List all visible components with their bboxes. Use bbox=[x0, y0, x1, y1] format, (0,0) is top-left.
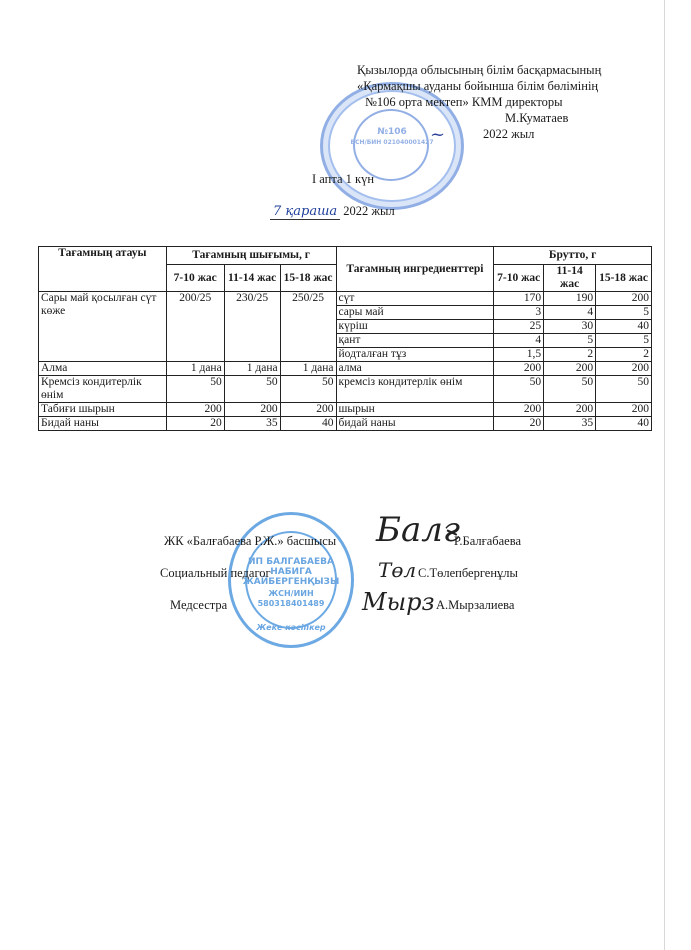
col-ingredients: Тағамның ингредиенттері bbox=[336, 247, 494, 292]
brutto-cell: 30 bbox=[544, 320, 596, 334]
signer-2-signature: Төл bbox=[378, 558, 417, 582]
ip-stamp-line5: 580318401489 bbox=[257, 599, 325, 608]
signer-2-role: Социальный педагог bbox=[160, 566, 271, 580]
ip-stamp-line6: Жеке кәсіпкер bbox=[256, 623, 326, 632]
yield-cell: 50 bbox=[224, 376, 280, 403]
brutto-cell: 190 bbox=[544, 292, 596, 306]
ip-stamp-line3: ЖАЙБЕРГЕНҚЫЗЫ bbox=[242, 577, 340, 587]
age-header: 7-10 жас bbox=[494, 265, 544, 292]
menu-date bbox=[270, 204, 395, 219]
dish-name: Сары май қосылған сүт көже bbox=[39, 292, 167, 362]
yield-cell: 50 bbox=[280, 376, 336, 403]
brutto-cell: 200 bbox=[596, 292, 652, 306]
brutto-cell: 50 bbox=[544, 376, 596, 403]
age-header: 15-18 жас bbox=[280, 265, 336, 292]
yield-cell: 1 дана bbox=[166, 362, 224, 376]
age-header: 11-14 жас bbox=[224, 265, 280, 292]
signer-1-signature: Балғ bbox=[376, 510, 461, 550]
page-edge bbox=[664, 0, 665, 950]
header-line3: №106 орта мектеп» КММ директоры bbox=[365, 95, 563, 109]
signer-3-role: Медсестра bbox=[170, 598, 228, 612]
header-date: 2022 жыл bbox=[483, 127, 535, 141]
brutto-cell: 200 bbox=[596, 362, 652, 376]
ingredient-name: кремсіз кондитерлік өнім bbox=[336, 376, 494, 403]
ip-stamp-line1: ИП БАЛГАБАЕВА bbox=[248, 557, 334, 567]
menu-date-year: 2022 жыл bbox=[343, 204, 395, 218]
brutto-cell: 20 bbox=[494, 417, 544, 431]
menu-date-handwritten: 7 қараша bbox=[270, 204, 340, 220]
brutto-cell: 50 bbox=[494, 376, 544, 403]
week-day: I апта 1 күн bbox=[312, 172, 375, 186]
age-header: 11-14 жас bbox=[544, 265, 596, 292]
brutto-cell: 2 bbox=[596, 348, 652, 362]
dish-name: Кремсіз кондитерлік өнім bbox=[39, 376, 167, 403]
brutto-cell: 50 bbox=[596, 376, 652, 403]
ingredient-name: сары май bbox=[336, 306, 494, 320]
header-line1: Қызылорда облысының білім басқармасының bbox=[357, 63, 602, 77]
brutto-cell: 200 bbox=[494, 362, 544, 376]
col-brutto: Брутто, г bbox=[494, 247, 652, 265]
brutto-cell: 40 bbox=[596, 320, 652, 334]
table-row bbox=[39, 362, 652, 376]
brutto-cell: 5 bbox=[596, 306, 652, 320]
brutto-cell: 5 bbox=[544, 334, 596, 348]
brutto-cell: 40 bbox=[596, 417, 652, 431]
signer-1-name: Р.Балғабаева bbox=[454, 534, 522, 548]
yield-cell: 1 дана bbox=[224, 362, 280, 376]
yield-cell: 35 bbox=[224, 417, 280, 431]
brutto-cell: 25 bbox=[494, 320, 544, 334]
signer-3-signature: Мырз bbox=[362, 588, 435, 616]
ingredient-name: бидай наны bbox=[336, 417, 494, 431]
ip-stamp-line4: ЖСН/ИИН bbox=[268, 589, 314, 598]
brutto-cell: 200 bbox=[596, 403, 652, 417]
signer-2-name: С.Төлепбергенұлы bbox=[418, 566, 518, 580]
table-row bbox=[39, 376, 652, 403]
col-dish: Тағамның атауы bbox=[39, 247, 167, 292]
brutto-cell: 200 bbox=[494, 403, 544, 417]
brutto-cell: 4 bbox=[544, 306, 596, 320]
stamp-bin: БСН/БИН 021040001427 bbox=[350, 139, 434, 146]
ingredient-name: сүт bbox=[336, 292, 494, 306]
approval-header bbox=[357, 62, 601, 142]
signer-3-name: А.Мырзалиева bbox=[436, 598, 515, 612]
yield-cell: 50 bbox=[166, 376, 224, 403]
col-yield: Тағамның шығымы, г bbox=[166, 247, 336, 265]
brutto-cell: 5 bbox=[596, 334, 652, 348]
ip-stamp-line2: НАБИГА bbox=[270, 567, 312, 577]
stamp-number: №106 bbox=[377, 127, 407, 137]
yield-cell: 200/25 bbox=[166, 292, 224, 362]
ingredient-name: күріш bbox=[336, 320, 494, 334]
yield-cell: 20 bbox=[166, 417, 224, 431]
header-director: М.Куматаев bbox=[505, 111, 569, 125]
yield-cell: 200 bbox=[280, 403, 336, 417]
table-row bbox=[39, 417, 652, 431]
table-row bbox=[39, 292, 652, 306]
yield-cell: 1 дана bbox=[280, 362, 336, 376]
dish-name: Бидай наны bbox=[39, 417, 167, 431]
brutto-cell: 170 bbox=[494, 292, 544, 306]
brutto-cell: 3 bbox=[494, 306, 544, 320]
yield-cell: 200 bbox=[166, 403, 224, 417]
ingredient-name: йодталған тұз bbox=[336, 348, 494, 362]
ingredient-name: қант bbox=[336, 334, 494, 348]
signer-1-role: ЖК «Балғабаева Р.Ж.» басшысы bbox=[164, 534, 337, 548]
ingredient-name: шырын bbox=[336, 403, 494, 417]
yield-cell: 40 bbox=[280, 417, 336, 431]
table-row bbox=[39, 403, 652, 417]
brutto-cell: 4 bbox=[494, 334, 544, 348]
yield-cell: 230/25 bbox=[224, 292, 280, 362]
brutto-cell: 200 bbox=[544, 403, 596, 417]
age-header: 7-10 жас bbox=[166, 265, 224, 292]
brutto-cell: 35 bbox=[544, 417, 596, 431]
header-line2: «Қармақшы ауданы бойынша білім бөлімінің bbox=[357, 79, 599, 93]
brutto-cell: 2 bbox=[544, 348, 596, 362]
director-signature: ~ bbox=[430, 124, 446, 145]
dish-name: Алма bbox=[39, 362, 167, 376]
age-header: 15-18 жас bbox=[596, 265, 652, 292]
ingredient-name: алма bbox=[336, 362, 494, 376]
menu-table bbox=[38, 246, 652, 431]
dish-name: Табиғи шырын bbox=[39, 403, 167, 417]
yield-cell: 250/25 bbox=[280, 292, 336, 362]
brutto-cell: 200 bbox=[544, 362, 596, 376]
yield-cell: 200 bbox=[224, 403, 280, 417]
brutto-cell: 1,5 bbox=[494, 348, 544, 362]
